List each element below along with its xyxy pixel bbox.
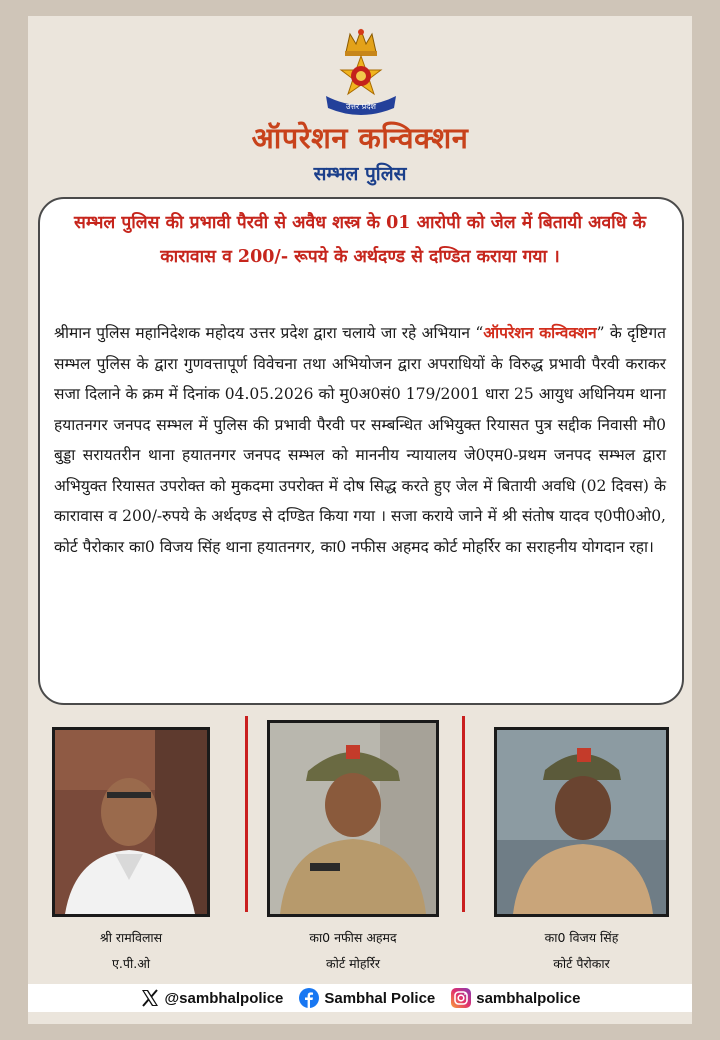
x-icon bbox=[140, 988, 160, 1008]
person-3-role: कोर्ट पैरोकार bbox=[553, 956, 610, 971]
card-headline: सम्भल पुलिस की प्रभावी पैरवी से अवैध शस्त्र के 01 आरोपी को जेल में बितायी अवधि के कारावास व 200/- रूपये के अर्थदण्ड से दण्डित कराया गया । bbox=[73, 213, 647, 267]
photo-person-3 bbox=[494, 727, 669, 917]
instagram-icon bbox=[451, 988, 471, 1008]
facebook-icon bbox=[299, 988, 319, 1008]
twitter-handle: @sambhalpolice bbox=[164, 989, 284, 1007]
social-footer bbox=[28, 984, 692, 1012]
emblem-ribbon-text: उत्तर प्रदेश bbox=[346, 102, 376, 111]
photo-person-1 bbox=[52, 727, 210, 917]
person-3-name: का0 विजय सिंह bbox=[544, 930, 619, 945]
photo-divider-1 bbox=[245, 716, 248, 912]
person-1-name: श्री रामविलास bbox=[99, 930, 163, 945]
facebook-handle: Sambhal Police bbox=[324, 989, 436, 1007]
body-highlight-campaign: ऑपरेशन कन्विक्शन bbox=[483, 323, 597, 342]
photo-person-2 bbox=[267, 720, 439, 917]
card-body bbox=[54, 318, 666, 562]
up-police-emblem-icon bbox=[320, 26, 402, 120]
page-title: ऑपरेशन कन्विक्शन bbox=[251, 121, 469, 155]
facebook-link[interactable] bbox=[299, 988, 435, 1008]
body-text-part-1: श्रीमान पुलिस महानिदेशक महोदय उत्तर प्रदेश द्वारा चलाये जा रहे अभियान “ bbox=[54, 324, 484, 342]
person-1-role: ए.पी.ओ bbox=[112, 956, 150, 971]
photo-divider-2 bbox=[462, 716, 465, 912]
instagram-link[interactable] bbox=[451, 988, 580, 1008]
instagram-handle: sambhalpolice bbox=[476, 989, 581, 1007]
body-text-part-2: ” के दृष्टिगत सम्भल पुलिस के द्वारा गुणवत्तापूर्ण विवेचना तथा अभियोजन द्वारा अपराधियों के विरुद्ध प्रभावी पैरवी कराकर सजा दिलाने के क्रम में दिनांक 04.05.2026 को मु0अ0सं0 179/2001 धारा 25 आयुध अधिनियम थाना हयातनगर जनपद सम्भल में पुलिस की प्रभावी पैरवी पर सम्बन्धित अभियुक्त रियासत पुत्र सद्दीक निवासी मौ0 बुड्डा सरायतरीन थाना हयातनगर जनपद सम्भल को माननीय न्यायालय जे0एम0-प्रथम जनपद सम्भल द्वारा अभियुक्त रियासत उपरोक्त को मुकदमा उपरोक्त में दोष सिद्ध करते हुए जेल में बितायी अवधि (02 दिवस) के कारावास व 200/-रुपये के अर्थदण्ड से दण्डित किया गया । सजा कराये जाने में श्री संतोष यादव ए0पी0ओ0, कोर्ट पैरोकार का0 विजय सिंह थाना हयातनगर, का0 नफीस अहमद कोर्ट मोहर्रिर का सराहनीय योगदान रहा। bbox=[54, 324, 667, 556]
person-2-name: का0 नफीस अहमद bbox=[309, 930, 397, 945]
page-subtitle: सम्भल पुलिस bbox=[313, 163, 407, 185]
twitter-link[interactable] bbox=[140, 988, 284, 1008]
person-2-role: कोर्ट मोहर्रिर bbox=[326, 956, 380, 971]
